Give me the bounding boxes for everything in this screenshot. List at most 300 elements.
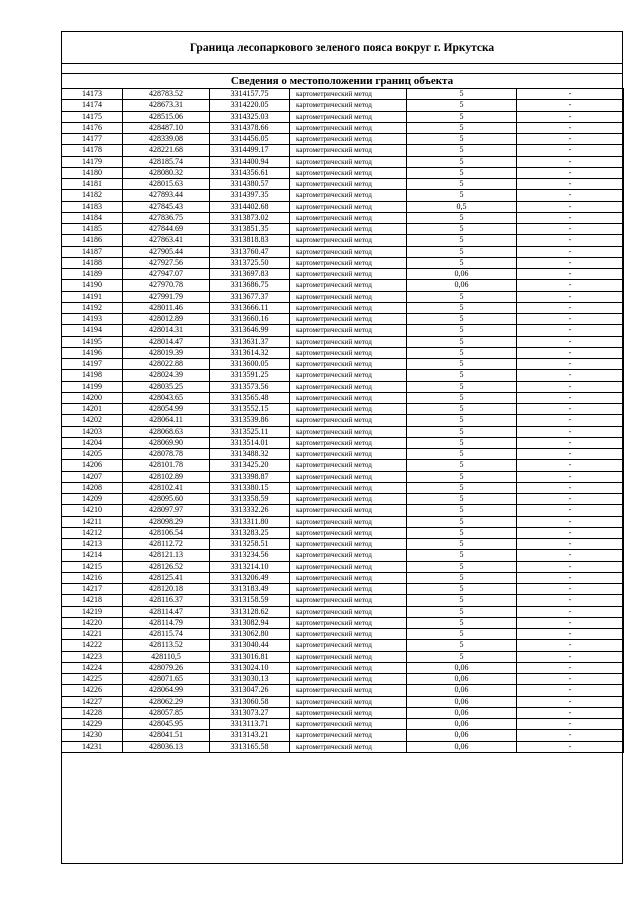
- method-cell: картометрический метод: [290, 516, 407, 527]
- table-row: [62, 437, 624, 448]
- extra-cell: -: [517, 212, 624, 223]
- x-coordinate-cell: 427893.44: [123, 190, 210, 201]
- x-coordinate-cell: 428078.78: [123, 449, 210, 460]
- extra-cell: -: [517, 539, 624, 550]
- extra-cell: -: [517, 370, 624, 381]
- point-number-cell: 14179: [62, 156, 123, 167]
- method-cell: картометрический метод: [290, 449, 407, 460]
- extra-cell: -: [517, 156, 624, 167]
- y-coordinate-cell: 3313646.99: [210, 325, 290, 336]
- accuracy-cell: 5: [407, 617, 517, 628]
- accuracy-cell: 5: [407, 471, 517, 482]
- x-coordinate-cell: 428114.79: [123, 617, 210, 628]
- x-coordinate-cell: 428114.47: [123, 606, 210, 617]
- y-coordinate-cell: 3313024.10: [210, 662, 290, 673]
- extra-cell: -: [517, 719, 624, 730]
- point-number-cell: 14183: [62, 201, 123, 212]
- x-coordinate-cell: 428057.85: [123, 707, 210, 718]
- y-coordinate-cell: 3313760.47: [210, 246, 290, 257]
- x-coordinate-cell: 428035.25: [123, 381, 210, 392]
- y-coordinate-cell: 3313818.83: [210, 235, 290, 246]
- y-coordinate-cell: 3313398.87: [210, 471, 290, 482]
- y-coordinate-cell: 3313552.15: [210, 404, 290, 415]
- table-row: [62, 302, 624, 313]
- method-cell: картометрический метод: [290, 89, 407, 100]
- accuracy-cell: 5: [407, 426, 517, 437]
- method-cell: картометрический метод: [290, 145, 407, 156]
- table-row: [62, 134, 624, 145]
- method-cell: картометрический метод: [290, 730, 407, 741]
- extra-cell: -: [517, 381, 624, 392]
- table-row: [62, 561, 624, 572]
- x-coordinate-cell: 428487.10: [123, 122, 210, 133]
- table-row: [62, 280, 624, 291]
- x-coordinate-cell: 428102.41: [123, 482, 210, 493]
- extra-cell: -: [517, 471, 624, 482]
- y-coordinate-cell: 3313631.37: [210, 336, 290, 347]
- y-coordinate-cell: 3313128.62: [210, 606, 290, 617]
- accuracy-cell: 5: [407, 100, 517, 111]
- table-row: [62, 370, 624, 381]
- table-row: [62, 100, 624, 111]
- extra-cell: -: [517, 145, 624, 156]
- method-cell: картометрический метод: [290, 696, 407, 707]
- point-number-cell: 14199: [62, 381, 123, 392]
- table-row: [62, 269, 624, 280]
- y-coordinate-cell: 3313660.16: [210, 314, 290, 325]
- method-cell: картометрический метод: [290, 212, 407, 223]
- point-number-cell: 14218: [62, 595, 123, 606]
- accuracy-cell: 5: [407, 145, 517, 156]
- extra-cell: -: [517, 426, 624, 437]
- table-row: [62, 246, 624, 257]
- x-coordinate-cell: 428125.41: [123, 572, 210, 583]
- method-cell: картометрический метод: [290, 302, 407, 313]
- method-cell: картометрический метод: [290, 122, 407, 133]
- method-cell: картометрический метод: [290, 471, 407, 482]
- point-number-cell: 14225: [62, 674, 123, 685]
- table-row: [62, 595, 624, 606]
- extra-cell: -: [517, 134, 624, 145]
- x-coordinate-cell: 428102.89: [123, 471, 210, 482]
- point-number-cell: 14190: [62, 280, 123, 291]
- x-coordinate-cell: 428069.90: [123, 437, 210, 448]
- point-number-cell: 14223: [62, 651, 123, 662]
- accuracy-cell: 5: [407, 550, 517, 561]
- table-row: [62, 696, 624, 707]
- table-row: [62, 685, 624, 696]
- x-coordinate-cell: 428036.13: [123, 741, 210, 752]
- x-coordinate-cell: 428121.13: [123, 550, 210, 561]
- extra-cell: -: [517, 179, 624, 190]
- accuracy-cell: 5: [407, 392, 517, 403]
- document-title: Граница лесопаркового зеленого пояса вокруг г. Иркутска: [62, 32, 622, 64]
- accuracy-cell: 5: [407, 629, 517, 640]
- title-spacer: [62, 64, 622, 74]
- method-cell: картометрический метод: [290, 482, 407, 493]
- extra-cell: -: [517, 89, 624, 100]
- point-number-cell: 14181: [62, 179, 123, 190]
- accuracy-cell: 5: [407, 404, 517, 415]
- point-number-cell: 14188: [62, 257, 123, 268]
- extra-cell: -: [517, 336, 624, 347]
- x-coordinate-cell: 428097.97: [123, 505, 210, 516]
- method-cell: картометрический метод: [290, 404, 407, 415]
- extra-cell: -: [517, 550, 624, 561]
- accuracy-cell: 5: [407, 325, 517, 336]
- point-number-cell: 14209: [62, 494, 123, 505]
- method-cell: картометрический метод: [290, 100, 407, 111]
- y-coordinate-cell: 3313539.86: [210, 415, 290, 426]
- extra-cell: -: [517, 595, 624, 606]
- x-coordinate-cell: 428110,5: [123, 651, 210, 662]
- extra-cell: -: [517, 696, 624, 707]
- y-coordinate-cell: 3313614.32: [210, 347, 290, 358]
- extra-cell: -: [517, 415, 624, 426]
- point-number-cell: 14203: [62, 426, 123, 437]
- accuracy-cell: 5: [407, 505, 517, 516]
- extra-cell: -: [517, 527, 624, 538]
- x-coordinate-cell: 427863.41: [123, 235, 210, 246]
- table-row: [62, 89, 624, 100]
- extra-cell: -: [517, 505, 624, 516]
- extra-cell: -: [517, 460, 624, 471]
- point-number-cell: 14226: [62, 685, 123, 696]
- method-cell: картометрический метод: [290, 314, 407, 325]
- point-number-cell: 14174: [62, 100, 123, 111]
- x-coordinate-cell: 428783.52: [123, 89, 210, 100]
- table-row: [62, 516, 624, 527]
- method-cell: картометрический метод: [290, 134, 407, 145]
- x-coordinate-cell: 428043.65: [123, 392, 210, 403]
- extra-cell: -: [517, 100, 624, 111]
- method-cell: картометрический метод: [290, 179, 407, 190]
- extra-cell: -: [517, 617, 624, 628]
- method-cell: картометрический метод: [290, 719, 407, 730]
- x-coordinate-cell: 428221.68: [123, 145, 210, 156]
- y-coordinate-cell: 3314397.35: [210, 190, 290, 201]
- extra-cell: -: [517, 302, 624, 313]
- table-row: [62, 212, 624, 223]
- accuracy-cell: 0,06: [407, 662, 517, 673]
- point-number-cell: 14198: [62, 370, 123, 381]
- accuracy-cell: 5: [407, 224, 517, 235]
- accuracy-cell: 0,06: [407, 674, 517, 685]
- point-number-cell: 14231: [62, 741, 123, 752]
- accuracy-cell: 5: [407, 122, 517, 133]
- point-number-cell: 14205: [62, 449, 123, 460]
- point-number-cell: 14182: [62, 190, 123, 201]
- table-row: [62, 572, 624, 583]
- method-cell: картометрический метод: [290, 505, 407, 516]
- table-row: [62, 730, 624, 741]
- x-coordinate-cell: 428080.32: [123, 167, 210, 178]
- x-coordinate-cell: 428185.74: [123, 156, 210, 167]
- point-number-cell: 14213: [62, 539, 123, 550]
- y-coordinate-cell: 3313047.26: [210, 685, 290, 696]
- point-number-cell: 14197: [62, 359, 123, 370]
- y-coordinate-cell: 3314402.68: [210, 201, 290, 212]
- extra-cell: -: [517, 269, 624, 280]
- method-cell: картометрический метод: [290, 629, 407, 640]
- x-coordinate-cell: 428022.88: [123, 359, 210, 370]
- extra-cell: -: [517, 122, 624, 133]
- accuracy-cell: 5: [407, 572, 517, 583]
- extra-cell: -: [517, 674, 624, 685]
- method-cell: картометрический метод: [290, 527, 407, 538]
- extra-cell: -: [517, 662, 624, 673]
- point-number-cell: 14184: [62, 212, 123, 223]
- extra-cell: -: [517, 651, 624, 662]
- method-cell: картометрический метод: [290, 606, 407, 617]
- accuracy-cell: 5: [407, 516, 517, 527]
- table-row: [62, 359, 624, 370]
- extra-cell: -: [517, 201, 624, 212]
- table-row: [62, 539, 624, 550]
- point-number-cell: 14189: [62, 269, 123, 280]
- y-coordinate-cell: 3313686.75: [210, 280, 290, 291]
- y-coordinate-cell: 3313573.56: [210, 381, 290, 392]
- accuracy-cell: 5: [407, 89, 517, 100]
- y-coordinate-cell: 3313332.26: [210, 505, 290, 516]
- accuracy-cell: 5: [407, 257, 517, 268]
- table-row: [62, 707, 624, 718]
- point-number-cell: 14220: [62, 617, 123, 628]
- extra-cell: -: [517, 167, 624, 178]
- y-coordinate-cell: 3313851.35: [210, 224, 290, 235]
- extra-cell: -: [517, 685, 624, 696]
- extra-cell: -: [517, 707, 624, 718]
- table-row: [62, 179, 624, 190]
- accuracy-cell: 0,06: [407, 741, 517, 752]
- x-coordinate-cell: 428120.18: [123, 584, 210, 595]
- method-cell: картометрический метод: [290, 415, 407, 426]
- y-coordinate-cell: 3313873.02: [210, 212, 290, 223]
- section-subtitle: Сведения о местоположении границ объекта: [230, 75, 454, 87]
- point-number-cell: 14201: [62, 404, 123, 415]
- x-coordinate-cell: 428064.11: [123, 415, 210, 426]
- accuracy-cell: 0,06: [407, 696, 517, 707]
- y-coordinate-cell: 3313143.21: [210, 730, 290, 741]
- table-row: [62, 584, 624, 595]
- method-cell: картометрический метод: [290, 359, 407, 370]
- y-coordinate-cell: 3314380.57: [210, 179, 290, 190]
- extra-cell: -: [517, 347, 624, 358]
- y-coordinate-cell: 3313165.58: [210, 741, 290, 752]
- point-number-cell: 14180: [62, 167, 123, 178]
- method-cell: картометрический метод: [290, 617, 407, 628]
- method-cell: картометрический метод: [290, 550, 407, 561]
- x-coordinate-cell: 428012.89: [123, 314, 210, 325]
- x-coordinate-cell: 428071.65: [123, 674, 210, 685]
- extra-cell: -: [517, 741, 624, 752]
- accuracy-cell: 0,06: [407, 707, 517, 718]
- x-coordinate-cell: 428045.95: [123, 719, 210, 730]
- point-number-cell: 14211: [62, 516, 123, 527]
- accuracy-cell: 5: [407, 347, 517, 358]
- method-cell: картометрический метод: [290, 595, 407, 606]
- method-cell: картометрический метод: [290, 662, 407, 673]
- y-coordinate-cell: 3313234.56: [210, 550, 290, 561]
- point-number-cell: 14192: [62, 302, 123, 313]
- point-number-cell: 14206: [62, 460, 123, 471]
- accuracy-cell: 5: [407, 302, 517, 313]
- x-coordinate-cell: 428079.26: [123, 662, 210, 673]
- point-number-cell: 14195: [62, 336, 123, 347]
- y-coordinate-cell: 3313358.59: [210, 494, 290, 505]
- table-row: [62, 617, 624, 628]
- x-coordinate-cell: 428098.29: [123, 516, 210, 527]
- x-coordinate-cell: 428015.63: [123, 179, 210, 190]
- table-row: [62, 314, 624, 325]
- method-cell: картометрический метод: [290, 494, 407, 505]
- y-coordinate-cell: 3313283.25: [210, 527, 290, 538]
- table-row: [62, 471, 624, 482]
- method-cell: картометрический метод: [290, 561, 407, 572]
- accuracy-cell: 5: [407, 359, 517, 370]
- y-coordinate-cell: 3314400.94: [210, 156, 290, 167]
- y-coordinate-cell: 3313258.51: [210, 539, 290, 550]
- table-row: [62, 674, 624, 685]
- extra-cell: -: [517, 325, 624, 336]
- extra-cell: -: [517, 404, 624, 415]
- table-row: [62, 201, 624, 212]
- y-coordinate-cell: 3313591.25: [210, 370, 290, 381]
- extra-cell: -: [517, 561, 624, 572]
- method-cell: картометрический метод: [290, 257, 407, 268]
- accuracy-cell: 5: [407, 527, 517, 538]
- accuracy-cell: 5: [407, 640, 517, 651]
- y-coordinate-cell: 3313214.10: [210, 561, 290, 572]
- point-number-cell: 14210: [62, 505, 123, 516]
- document-frame: [61, 31, 623, 864]
- extra-cell: -: [517, 291, 624, 302]
- accuracy-cell: 5: [407, 449, 517, 460]
- accuracy-cell: 0,06: [407, 719, 517, 730]
- method-cell: картометрический метод: [290, 426, 407, 437]
- table-row: [62, 111, 624, 122]
- x-coordinate-cell: 428014.47: [123, 336, 210, 347]
- y-coordinate-cell: 3313030.13: [210, 674, 290, 685]
- y-coordinate-cell: 3313040.44: [210, 640, 290, 651]
- x-coordinate-cell: 428115.74: [123, 629, 210, 640]
- x-coordinate-cell: 428064.99: [123, 685, 210, 696]
- method-cell: картометрический метод: [290, 235, 407, 246]
- table-row: [62, 415, 624, 426]
- y-coordinate-cell: 3313725.50: [210, 257, 290, 268]
- point-number-cell: 14217: [62, 584, 123, 595]
- method-cell: картометрический метод: [290, 640, 407, 651]
- x-coordinate-cell: 428041.51: [123, 730, 210, 741]
- point-number-cell: 14216: [62, 572, 123, 583]
- accuracy-cell: 5: [407, 314, 517, 325]
- extra-cell: -: [517, 640, 624, 651]
- accuracy-cell: 5: [407, 134, 517, 145]
- accuracy-cell: 5: [407, 167, 517, 178]
- table-row: [62, 629, 624, 640]
- method-cell: картометрический метод: [290, 246, 407, 257]
- table-row: [62, 291, 624, 302]
- y-coordinate-cell: 3313600.05: [210, 359, 290, 370]
- table-row: [62, 505, 624, 516]
- method-cell: картометрический метод: [290, 201, 407, 212]
- method-cell: картометрический метод: [290, 651, 407, 662]
- method-cell: картометрический метод: [290, 741, 407, 752]
- y-coordinate-cell: 3313525.11: [210, 426, 290, 437]
- y-coordinate-cell: 3313697.83: [210, 269, 290, 280]
- point-number-cell: 14191: [62, 291, 123, 302]
- x-coordinate-cell: 428673.31: [123, 100, 210, 111]
- extra-cell: -: [517, 190, 624, 201]
- point-number-cell: 14178: [62, 145, 123, 156]
- table-row: [62, 494, 624, 505]
- method-cell: картометрический метод: [290, 370, 407, 381]
- y-coordinate-cell: 3313073.27: [210, 707, 290, 718]
- accuracy-cell: 0,06: [407, 280, 517, 291]
- method-cell: картометрический метод: [290, 291, 407, 302]
- table-row: [62, 550, 624, 561]
- method-cell: картометрический метод: [290, 392, 407, 403]
- accuracy-cell: 0,06: [407, 730, 517, 741]
- x-coordinate-cell: 428024.39: [123, 370, 210, 381]
- x-coordinate-cell: 427947.07: [123, 269, 210, 280]
- y-coordinate-cell: 3313183.49: [210, 584, 290, 595]
- method-cell: картометрический метод: [290, 280, 407, 291]
- table-row: [62, 167, 624, 178]
- table-row: [62, 257, 624, 268]
- table-row: [62, 719, 624, 730]
- method-cell: картометрический метод: [290, 336, 407, 347]
- accuracy-cell: 5: [407, 494, 517, 505]
- x-coordinate-cell: 428068.63: [123, 426, 210, 437]
- x-coordinate-cell: 427970.78: [123, 280, 210, 291]
- x-coordinate-cell: 427927.56: [123, 257, 210, 268]
- accuracy-cell: 5: [407, 595, 517, 606]
- y-coordinate-cell: 3314356.61: [210, 167, 290, 178]
- point-number-cell: 14200: [62, 392, 123, 403]
- method-cell: картометрический метод: [290, 572, 407, 583]
- point-number-cell: 14208: [62, 482, 123, 493]
- point-number-cell: 14173: [62, 89, 123, 100]
- y-coordinate-cell: 3313206.49: [210, 572, 290, 583]
- table-row: [62, 527, 624, 538]
- extra-cell: -: [517, 437, 624, 448]
- y-coordinate-cell: 3314456.05: [210, 134, 290, 145]
- extra-cell: -: [517, 449, 624, 460]
- point-number-cell: 14212: [62, 527, 123, 538]
- method-cell: картометрический метод: [290, 437, 407, 448]
- x-coordinate-cell: 428106.54: [123, 527, 210, 538]
- y-coordinate-cell: 3314378.66: [210, 122, 290, 133]
- extra-cell: -: [517, 224, 624, 235]
- table-row: [62, 190, 624, 201]
- point-number-cell: 14177: [62, 134, 123, 145]
- accuracy-cell: 5: [407, 212, 517, 223]
- point-number-cell: 14214: [62, 550, 123, 561]
- accuracy-cell: 5: [407, 246, 517, 257]
- method-cell: картометрический метод: [290, 347, 407, 358]
- accuracy-cell: 5: [407, 381, 517, 392]
- accuracy-cell: 5: [407, 539, 517, 550]
- accuracy-cell: 5: [407, 156, 517, 167]
- point-number-cell: 14204: [62, 437, 123, 448]
- accuracy-cell: 0,5: [407, 201, 517, 212]
- table-row: [62, 392, 624, 403]
- extra-cell: -: [517, 235, 624, 246]
- extra-cell: -: [517, 606, 624, 617]
- x-coordinate-cell: 427845.43: [123, 201, 210, 212]
- extra-cell: -: [517, 280, 624, 291]
